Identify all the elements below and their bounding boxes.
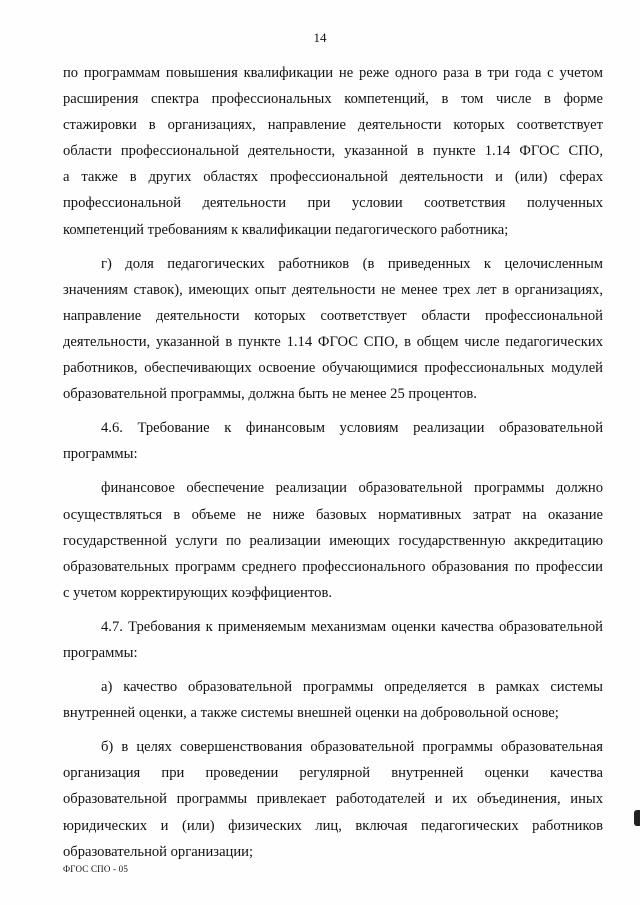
- text-line: направление деятельности которых соответствует области профессиональной: [63, 307, 603, 324]
- text-line: а) качество образовательной программы определяется в рамках системы: [101, 679, 603, 696]
- paragraph-p46: [63, 415, 603, 467]
- text-line: государственной услуги по реализации имеющих государственную аккредитацию: [63, 532, 603, 549]
- scan-edge-mark: [634, 810, 640, 826]
- text-line: внутренней оценки, а также системы внешней оценки на добровольной основе;: [63, 705, 559, 722]
- document-footer: ФГОС СПО - 05: [63, 864, 129, 874]
- text-line: расширения спектра профессиональных компетенций, в том числе в форме: [63, 91, 603, 108]
- text-line: профессиональной деятельности при условии соответствия полученных: [63, 195, 603, 212]
- text-line: программы:: [63, 446, 138, 463]
- text-line: работников, обеспечивающих освоение обучающимися профессиональных модулей: [63, 360, 603, 377]
- text-line: г) доля педагогических работников (в приведенных к целочисленным: [101, 255, 603, 272]
- text-line: организация при проведении регулярной внутренней оценки качества: [63, 765, 603, 782]
- paragraph-gap: [63, 606, 603, 614]
- text-line: 4.7. Требования к применяемым механизмам оценки качества образовательной: [101, 618, 603, 635]
- text-line: значениям ставок), имеющих опыт деятельности не менее трех лет в организациях,: [63, 281, 603, 298]
- paragraph-g: [63, 251, 603, 408]
- text-line: образовательной программы привлекает работодателей и их объединения, иных: [63, 791, 603, 808]
- text-line: с учетом корректирующих коэффициентов.: [63, 584, 332, 601]
- text-line: образовательных программ среднего профессионального образования по профессии: [63, 558, 603, 575]
- text-line: области профессиональной деятельности, указанной в пункте 1.14 ФГОС СПО,: [63, 143, 603, 160]
- page-number: 14: [313, 30, 327, 45]
- text-line: образовательной программы, должна быть не менее 25 процентов.: [63, 386, 477, 403]
- text-line: б) в целях совершенствования образовательной программы образовательная: [101, 739, 603, 756]
- paragraph-a: [63, 674, 603, 726]
- paragraph-gap: [63, 407, 603, 415]
- text-line: программы:: [63, 644, 138, 661]
- paragraph-p47: [63, 614, 603, 666]
- text-line: стажировки в организациях, направление деятельности которых соответствует: [63, 117, 603, 134]
- text-line: по программам повышения квалификации не реже одного раза в три года с учетом: [63, 65, 603, 81]
- paragraph-gap: [63, 243, 603, 251]
- text-line: 4.6. Требование к финансовым условиям реализации образовательной: [101, 420, 603, 437]
- paragraph-gap: [63, 467, 603, 475]
- text-line: осуществляться в объеме не ниже базовых нормативных затрат на оказание: [63, 506, 603, 523]
- text-line: компетенций требованиям к квалификации педагогического работника;: [63, 221, 509, 238]
- paragraph-gap: [63, 666, 603, 674]
- text-line: финансовое обеспечение реализации образовательной программы должно: [101, 480, 603, 497]
- paragraph-fin: [63, 475, 603, 605]
- text-line: юридических и (или) физических лиц, включая педагогических работников: [63, 817, 603, 834]
- text-line: деятельности, указанной в пункте 1.14 ФГОС СПО, в общем числе педагогических: [63, 333, 603, 350]
- document-body: [63, 60, 603, 865]
- paragraph-gap: [63, 726, 603, 734]
- paragraph-cont: [63, 60, 603, 243]
- text-line: образовательной организации;: [63, 843, 254, 860]
- text-line: а также в других областях профессиональной деятельности и (или) сферах: [63, 169, 603, 186]
- paragraph-b: [63, 734, 603, 864]
